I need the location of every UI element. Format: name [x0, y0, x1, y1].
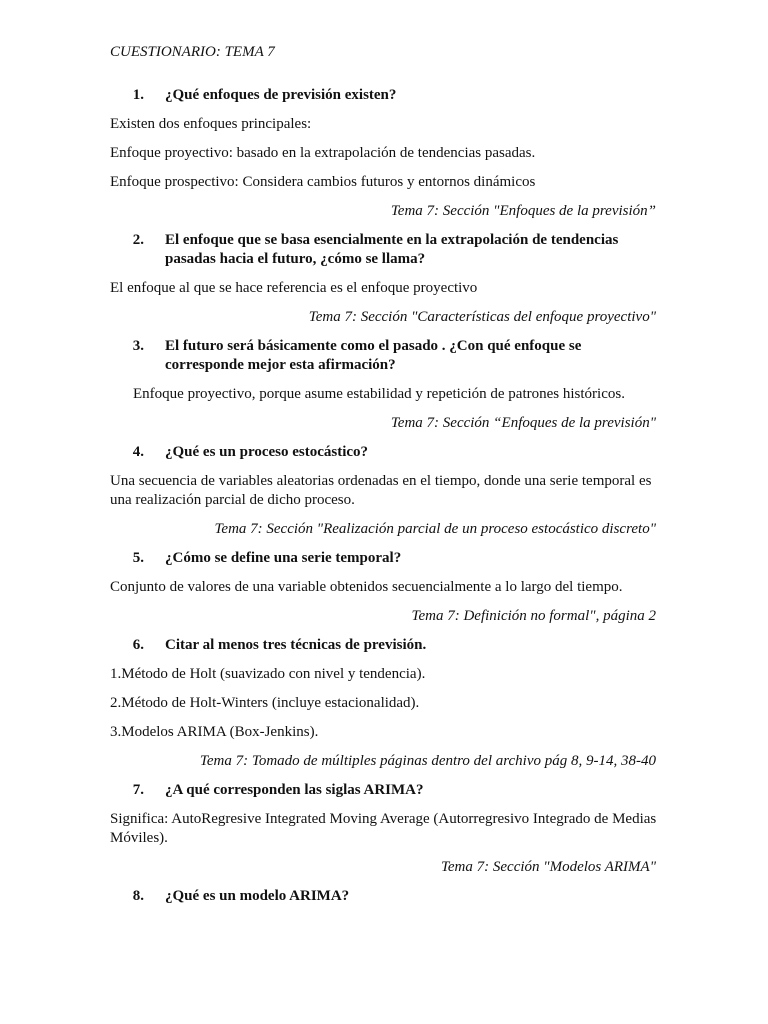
answer-2: El enfoque al que se hace referencia es el enfoque proyectivo	[110, 280, 478, 296]
answer-6-item-3: 3.Modelos ARIMA (Box-Jenkins).	[110, 724, 319, 740]
question-text: Citar al menos tres técnicas de previsión.	[165, 637, 427, 653]
question-number: 6.	[132, 637, 144, 653]
source-5: Tema 7: Definición no formal", página 2	[411, 608, 656, 624]
answer-6-item-1: 1.Método de Holt (suavizado con nivel y tendencia).	[110, 666, 426, 682]
answer-6-item-2: 2.Método de Holt-Winters (incluye estacionalidad).	[110, 695, 420, 711]
question-number: 1.	[132, 87, 144, 103]
question-4	[110, 443, 656, 462]
source-4: Tema 7: Sección "Realización parcial de un proceso estocástico discreto"	[214, 521, 656, 537]
question-number: 5.	[132, 550, 144, 566]
source-2: Tema 7: Sección "Características del enfoque proyectivo"	[308, 309, 656, 325]
answer-1-line-1: Existen dos enfoques principales:	[110, 116, 312, 132]
answer-3: Enfoque proyectivo, porque asume estabilidad y repetición de patrones históricos.	[133, 386, 625, 402]
source-6: Tema 7: Tomado de múltiples páginas dentro del archivo pág 8, 9-14, 38-40	[199, 753, 656, 769]
question-3	[110, 337, 656, 375]
question-text: ¿Qué es un modelo ARIMA?	[165, 888, 350, 904]
question-text: ¿Qué es un proceso estocástico?	[165, 444, 369, 460]
question-number: 8.	[132, 888, 144, 904]
question-text: ¿A qué corresponden las siglas ARIMA?	[165, 782, 424, 798]
question-5	[110, 549, 656, 568]
answer-5: Conjunto de valores de una variable obtenidos secuencialmente a lo largo del tiempo.	[110, 579, 623, 595]
source-1: Tema 7: Sección "Enfoques de la previsión”	[390, 203, 656, 219]
answer-7: Significa: AutoRegresive Integrated Moving Average (Autorregresivo Integrado de Medias Móviles).	[110, 811, 657, 846]
document-title: CUESTIONARIO: TEMA 7	[110, 44, 275, 60]
question-1	[110, 86, 656, 105]
question-7	[110, 781, 656, 800]
question-number: 2.	[132, 232, 144, 248]
source-3: Tema 7: Sección “Enfoques de la previsión"	[390, 415, 656, 431]
question-number: 3.	[132, 338, 144, 354]
question-number: 4.	[132, 444, 144, 460]
question-8	[110, 887, 656, 906]
question-text: ¿Qué enfoques de previsión existen?	[165, 87, 397, 103]
answer-4: Una secuencia de variables aleatorias ordenadas en el tiempo, donde una serie temporal es una realización parcial de dicho proceso.	[110, 473, 652, 508]
answer-1-line-3: Enfoque prospectivo: Considera cambios futuros y entornos dinámicos	[110, 174, 536, 190]
question-number: 7.	[132, 782, 144, 798]
answer-1-line-2: Enfoque proyectivo: basado en la extrapolación de tendencias pasadas.	[110, 145, 536, 161]
question-6	[110, 636, 656, 655]
source-7: Tema 7: Sección "Modelos ARIMA"	[440, 859, 656, 875]
question-text: ¿Cómo se define una serie temporal?	[165, 550, 402, 566]
question-text: El futuro será básicamente como el pasado . ¿Con qué enfoque se corresponde mejor esta afirmación?	[165, 338, 582, 373]
question-text: El enfoque que se basa esencialmente en la extrapolación de tendencias pasadas hacia el futuro, ¿cómo se llama?	[165, 232, 619, 267]
question-2	[110, 231, 656, 269]
